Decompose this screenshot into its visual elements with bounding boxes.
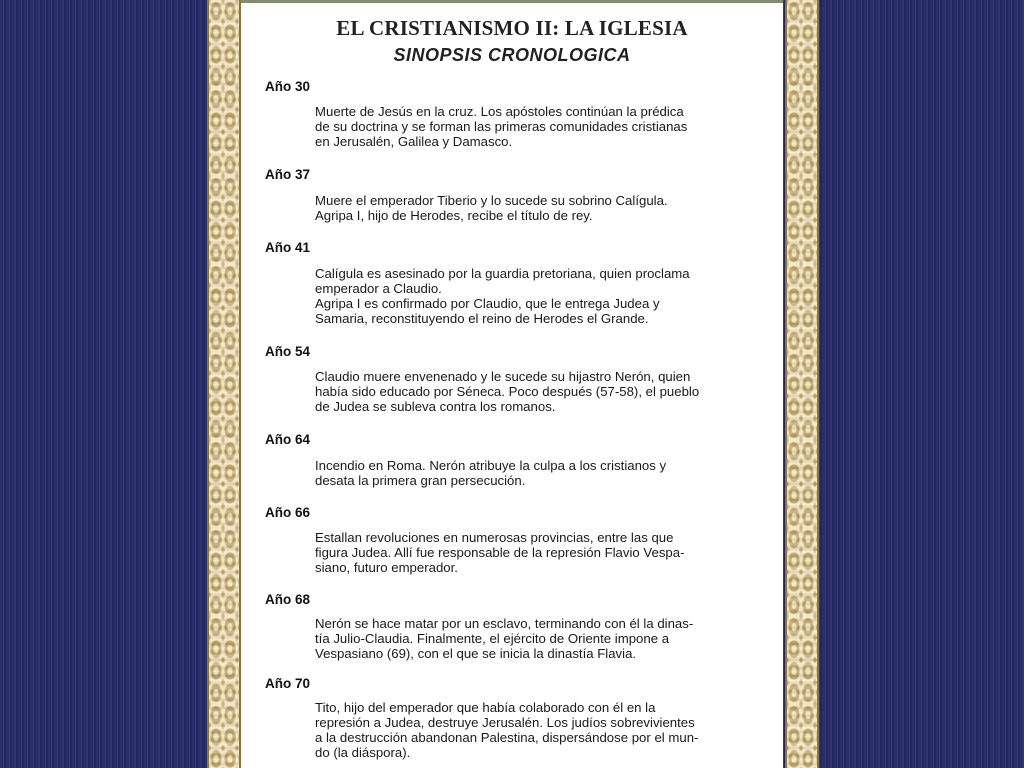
description-line: tía Julio-Claudia. Finalmente, el ejército de Oriente impone a (315, 631, 670, 646)
description-line: de su doctrina y se forman las primeras comunidades cristianas (315, 119, 688, 134)
entry-description (315, 266, 755, 326)
description-line: Claudio muere envenenado y le sucede su hijastro Nerón, quien (315, 369, 691, 384)
page-title: EL CRISTIANISMO II: LA IGLESIA (336, 16, 688, 40)
description-line: figura Judea. Allí fue responsable de la represión Flavio Vespa- (315, 545, 685, 560)
description-line: Tito, hijo del emperador que había colaborado con él en la (315, 700, 656, 715)
description-line: Nerón se hace matar por un esclavo, terminando con él la dinas- (315, 616, 694, 631)
decorative-border-right (785, 0, 819, 768)
page-subtitle: SINOPSIS CRONOLOGICA (393, 45, 631, 65)
description-line: Calígula es asesinado por la guardia pretoriana, quien proclama (315, 266, 690, 281)
description-line: emperador a Claudio. (315, 281, 442, 296)
document-page (241, 0, 783, 768)
description-line: siano, futuro emperador. (315, 560, 458, 575)
description-line: represión a Judea, destruye Jerusalén. Los judíos sobrevivientes (315, 715, 695, 730)
description-line: Agripa I es confirmado por Claudio, que le entrega Judea y (315, 296, 660, 311)
description-line: había sido educado por Séneca. Poco después (57-58), el pueblo (315, 384, 700, 399)
entry-year: Año 54 (265, 344, 311, 359)
description-line: do (la diáspora). (315, 745, 411, 760)
entry-description (315, 700, 755, 760)
description-line: Muerte de Jesús en la cruz. Los apóstoles continúan la prédica (315, 104, 684, 119)
description-line: Samaria, reconstituyendo el reino de Herodes el Grande. (315, 311, 649, 326)
description-line: desata la primera gran persecución. (315, 473, 526, 488)
description-line: Vespasiano (69), con el que se inicia la dinastía Flavia. (315, 646, 637, 661)
entry-description (315, 104, 755, 149)
entry-year: Año 41 (265, 240, 311, 255)
description-line: de Judea se subleva contra los romanos. (315, 399, 556, 414)
description-line: a la destrucción abandonan Palestina, dispersándose por el mun- (315, 730, 699, 745)
entry-year: Año 70 (265, 676, 311, 691)
entry-description (315, 458, 755, 488)
entry-description (315, 369, 755, 414)
entry-year: Año 64 (265, 432, 311, 447)
description-line: Estallan revoluciones en numerosas provincias, entre las que (315, 530, 674, 545)
entry-description (315, 530, 755, 575)
entry-description (315, 193, 755, 223)
description-line: Muere el emperador Tiberio y lo sucede su sobrino Calígula. (315, 193, 668, 208)
entry-year: Año 68 (265, 592, 311, 607)
entry-year: Año 37 (265, 167, 311, 182)
description-line: Incendio en Roma. Nerón atribuye la culpa a los cristianos y (315, 458, 667, 473)
description-line: Agripa I, hijo de Herodes, recibe el título de rey. (315, 208, 593, 223)
entry-year: Año 30 (265, 79, 311, 94)
entry-description (315, 616, 755, 661)
entry-year: Año 66 (265, 505, 311, 520)
description-line: en Jerusalén, Galilea y Damasco. (315, 134, 513, 149)
decorative-border-left (207, 0, 241, 768)
